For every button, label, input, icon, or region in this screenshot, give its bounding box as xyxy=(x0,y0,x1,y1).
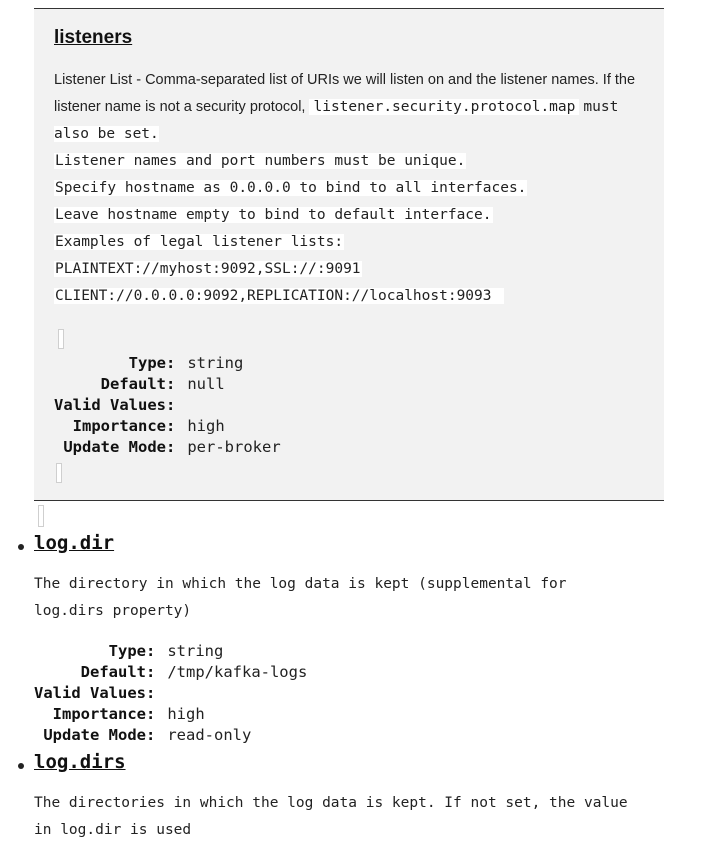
log-dirs-description-line: in log.dir is used xyxy=(34,822,192,838)
config-row xyxy=(54,416,281,437)
config-value: null xyxy=(187,375,225,393)
code-line: Specify hostname as 0.0.0.0 to bind to all interfaces. xyxy=(55,180,527,196)
inline-code: also be set. xyxy=(54,126,159,142)
config-value xyxy=(167,683,307,704)
config-key: Default: xyxy=(80,663,156,681)
config-key: Type: xyxy=(108,642,156,660)
code-line: Examples of legal listener lists: xyxy=(55,234,344,250)
config-key: Type: xyxy=(128,354,176,372)
listeners-description-line: Listener List - Comma-separated list of URIs we will listen on and the listener names. If the xyxy=(54,72,636,88)
log-dirs-description-line: The directories in which the log data is kept. If not set, the value xyxy=(34,795,628,811)
empty-marker xyxy=(58,329,64,349)
log-dirs-title[interactable]: log.dirs xyxy=(34,751,126,773)
config-key: Importance: xyxy=(72,417,176,435)
listeners-description-text: must xyxy=(583,99,619,115)
code-line: Leave hostname empty to bind to default interface. xyxy=(55,207,492,223)
config-key: Default: xyxy=(100,375,176,393)
config-key: Update Mode: xyxy=(63,438,176,456)
log-dir-config-table xyxy=(34,641,307,746)
config-row xyxy=(34,683,307,704)
listeners-description-line xyxy=(54,126,159,142)
config-row xyxy=(34,641,307,662)
config-row xyxy=(34,725,307,746)
list-bullet xyxy=(18,763,24,769)
config-row xyxy=(34,704,307,725)
config-value: per-broker xyxy=(187,438,281,456)
listeners-description-line xyxy=(54,99,618,115)
log-dir-description-line: The directory in which the log data is kept (supplemental for xyxy=(34,576,567,592)
config-key: Importance: xyxy=(52,705,156,723)
config-value: high xyxy=(167,705,205,723)
config-row xyxy=(54,374,281,395)
log-dir-description-line: log.dirs property) xyxy=(34,603,192,619)
config-key: Update Mode: xyxy=(43,726,156,744)
config-row xyxy=(54,437,281,458)
list-bullet xyxy=(18,544,24,550)
log-dir-title[interactable]: log.dir xyxy=(34,532,115,554)
config-row xyxy=(54,353,281,374)
config-row xyxy=(54,395,281,416)
inline-code: listener.security.protocol.map xyxy=(309,99,579,115)
listeners-description-text: listener name is not a security protocol, xyxy=(54,99,306,115)
config-value: read-only xyxy=(167,726,252,744)
code-line: Listener names and port numbers must be unique. xyxy=(55,153,466,169)
empty-marker xyxy=(56,463,62,483)
config-value xyxy=(187,395,280,416)
listeners-title[interactable]: listeners xyxy=(54,27,133,48)
config-key: Valid Values: xyxy=(54,396,176,414)
code-line: CLIENT://0.0.0.0:9092,REPLICATION://localhost:9093 xyxy=(54,288,504,304)
config-row xyxy=(34,662,307,683)
config-value: string xyxy=(167,642,224,660)
code-line: PLAINTEXT://myhost:9092,SSL://:9091 xyxy=(55,261,361,277)
empty-marker xyxy=(38,505,44,527)
listeners-config-panel xyxy=(34,8,664,501)
config-value: high xyxy=(187,417,225,435)
config-value: /tmp/kafka-logs xyxy=(167,663,308,681)
listeners-config-table xyxy=(54,353,281,458)
config-key: Valid Values: xyxy=(34,684,156,702)
config-value: string xyxy=(187,354,244,372)
